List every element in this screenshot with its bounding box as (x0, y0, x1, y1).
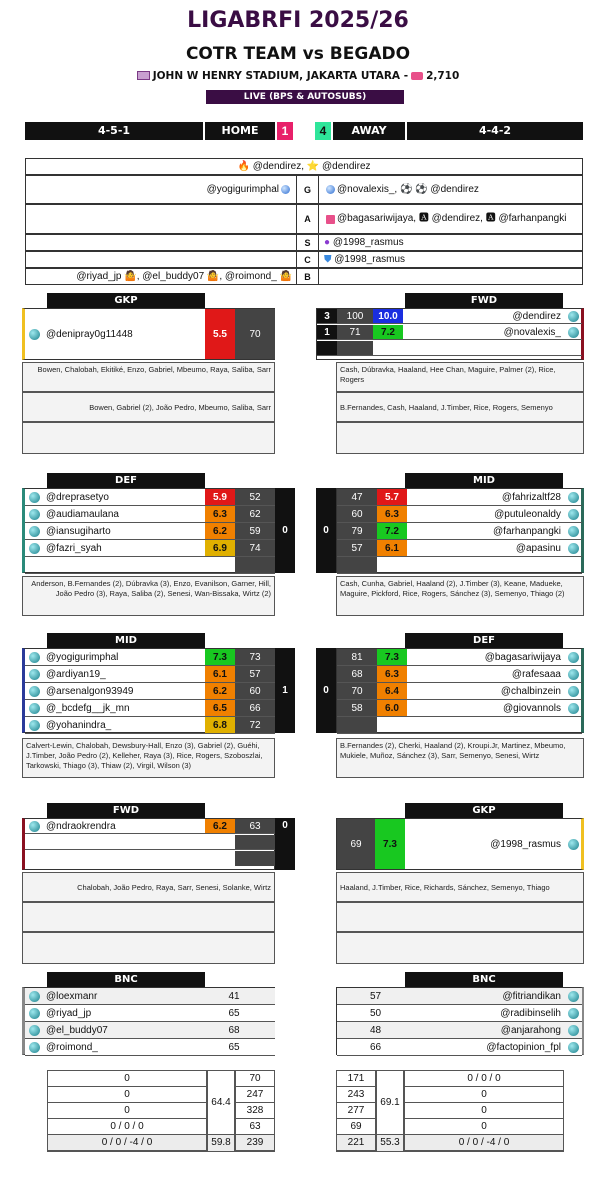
player-points: 52 (235, 489, 275, 505)
home-label: HOME (205, 122, 275, 140)
player-name: @apasinu (515, 542, 561, 554)
home-bnc-header: BNC (47, 972, 205, 987)
home-gkp-notes3 (22, 422, 275, 454)
stats-col-mid (207, 1070, 235, 1152)
player-name: @fitriandikan (502, 990, 561, 1002)
player-row (337, 700, 582, 717)
away-saves: @1998_rasmus (332, 236, 404, 248)
player-icon (564, 523, 582, 539)
player-score (377, 557, 407, 573)
player-score: 6.2 (205, 683, 235, 699)
stat-avg: 64.4 (208, 1071, 234, 1135)
cleansheet-label: C (297, 252, 319, 267)
home-mid-header: MID (47, 633, 205, 648)
player-icon (25, 489, 43, 505)
player-points: 73 (235, 649, 275, 665)
player-row (25, 666, 275, 683)
player-name: @novalexis_ (503, 326, 561, 338)
player-score: 6.8 (205, 717, 235, 733)
globe-icon (568, 1008, 579, 1019)
player-icon (564, 666, 582, 682)
player-row (337, 717, 582, 734)
stat-value: 70 (236, 1071, 274, 1087)
player-score (377, 717, 407, 733)
away-label: AWAY (333, 122, 405, 140)
player-score: 6.4 (377, 683, 407, 699)
player-icon (564, 1022, 582, 1038)
globe-icon (29, 821, 40, 832)
player-points: 48 (369, 1024, 382, 1036)
venue-name: JOHN W HENRY STADIUM, JAKARTA UTARA - (152, 70, 409, 82)
player-score: 5.7 (377, 489, 407, 505)
home-gkp-header: GKP (47, 293, 205, 308)
globe-icon (29, 1025, 40, 1036)
stat-value: 0 / 0 / -4 / 0 (48, 1135, 206, 1151)
player-name: @roimond_ (46, 1041, 98, 1053)
globe-icon (29, 526, 40, 537)
player-icon (25, 717, 43, 733)
player-row (25, 683, 275, 700)
home-def-box (22, 488, 275, 573)
matchup-title: COTR TEAM vs BEGADO (185, 44, 411, 64)
stat-avg2: 55.3 (377, 1135, 403, 1151)
player-score: 6.3 (377, 666, 407, 682)
goals-row (25, 175, 583, 204)
player-points: 65 (228, 1007, 240, 1019)
shield-icon: ⛊ (324, 253, 332, 265)
player-points: 59 (235, 523, 275, 539)
stat-value: 0 (48, 1071, 206, 1087)
away-def-count: 0 (316, 648, 336, 733)
player-name: @dendirez (512, 310, 561, 322)
away-formation: 4-4-2 (407, 122, 583, 140)
player-points: 70 (337, 683, 377, 699)
venue-line (0, 70, 596, 82)
player-icon (25, 988, 43, 1004)
player-points: 65 (228, 1041, 240, 1053)
player-row (337, 819, 582, 869)
player-score: 5.5 (205, 309, 235, 359)
player-points: 60 (337, 506, 377, 522)
globe-icon (29, 329, 40, 340)
globe-icon (29, 991, 40, 1002)
globe-icon (568, 669, 579, 680)
page-title: LIGABRFI 2025/26 (187, 8, 409, 33)
player-row (25, 540, 275, 557)
globe-icon (568, 839, 579, 850)
stat-value: 0 (48, 1103, 206, 1119)
player-score: 10.0 (373, 309, 403, 323)
stat-value: 0 (405, 1087, 563, 1103)
stat-value: 0 (405, 1119, 563, 1135)
cleansheet-row (25, 251, 583, 268)
live-badge: LIVE (BPS & AUTOSUBS) (206, 90, 404, 104)
player-row (337, 489, 582, 506)
home-stats (47, 1070, 275, 1158)
player-icon (564, 683, 582, 699)
player-name: @dreprasetyo (46, 491, 109, 503)
globe-icon (568, 1025, 579, 1036)
globe-icon (29, 1008, 40, 1019)
player-name: @giovannols (503, 702, 561, 714)
player-points: 50 (369, 1007, 382, 1019)
player-points: 58 (337, 700, 377, 716)
stats-col-mid (376, 1070, 404, 1152)
player-icon (564, 540, 582, 556)
player-score: 6.1 (205, 666, 235, 682)
player-icon (25, 700, 43, 716)
bench-row (25, 1039, 275, 1056)
stadium-icon (137, 71, 150, 80)
stat-value: 243 (337, 1087, 375, 1103)
player-row (337, 649, 582, 666)
player-name: @anjarahong (500, 1024, 561, 1036)
stat-value: 0 / 0 / -4 / 0 (405, 1135, 563, 1151)
player-score (205, 557, 235, 573)
player-name: @loexmanr (46, 990, 98, 1002)
captain-text: @dendirez, ⭐ @dendirez (252, 161, 371, 172)
away-gkp-notes1: Haaland, J.Timber, Rice, Richards, Sánchez, Semenyo, Thiago (336, 872, 584, 902)
globe-icon (568, 991, 579, 1002)
home-gkp-box (22, 308, 275, 360)
globe-icon (29, 652, 40, 663)
player-score: 6.2 (205, 523, 235, 539)
player-icon (25, 649, 43, 665)
player-name (407, 717, 564, 733)
away-goal-scorers: @novalexis_, ⚽ ⚽ @dendirez (337, 183, 479, 195)
away-cleansheet: @1998_rasmus (334, 253, 406, 265)
away-mid-notes: Cash, Cunha, Gabriel, Haaland (2), J.Timber (3), Keane, Madueke, Maguire, Pickford, Rice, Rogers, Sánchez (3), Semenyo, Thiago (2) (336, 576, 584, 616)
player-points (337, 557, 377, 573)
home-mid-box (22, 648, 275, 733)
player-icon (25, 540, 43, 556)
globe-icon (568, 526, 579, 537)
player-row (317, 309, 582, 324)
player-row (25, 309, 275, 359)
stat-value: 0 / 0 / 0 (48, 1119, 206, 1135)
bench-row (25, 1022, 275, 1039)
stat-value: 221 (337, 1135, 375, 1151)
player-points: 79 (337, 523, 377, 539)
bench-row (337, 988, 582, 1005)
player-points: 68 (337, 666, 377, 682)
fire-icon: 🔥 (237, 161, 250, 172)
player-icon (25, 1022, 43, 1038)
globe-icon (29, 492, 40, 503)
home-fwd-header: FWD (47, 803, 205, 818)
stats-col-right (235, 1070, 275, 1152)
player-name: @chalbinzein (500, 685, 561, 697)
globe-icon (568, 509, 579, 520)
player-name: @iansugiharto (46, 525, 111, 537)
globe-icon (29, 720, 40, 731)
bench-row (25, 988, 275, 1005)
player-row (25, 649, 275, 666)
player-score: 5.9 (205, 489, 235, 505)
player-row (337, 540, 582, 557)
player-row (337, 683, 582, 700)
player-name: @fazri_syah (46, 542, 102, 554)
player-points: 41 (228, 990, 240, 1002)
stat-value: 247 (236, 1087, 274, 1103)
player-name: @yohanindra_ (46, 719, 112, 731)
player-points: 57 (235, 666, 275, 682)
away-def-header: DEF (405, 633, 563, 648)
player-name: @bagasariwijaya (484, 651, 561, 663)
player-icon (564, 557, 582, 573)
player-score: 6.9 (205, 540, 235, 556)
stat-value: 0 (48, 1087, 206, 1103)
player-icon (564, 717, 582, 733)
home-def-count: 0 (275, 488, 295, 573)
assist-icon (326, 215, 335, 224)
globe-icon (29, 1042, 40, 1053)
bench-row (337, 1022, 582, 1039)
player-points: 57 (337, 540, 377, 556)
away-mid-header: MID (405, 473, 563, 488)
player-score: 6.0 (377, 700, 407, 716)
stat-value: 69 (337, 1119, 375, 1135)
bonus-label: B (297, 269, 319, 284)
player-name: @fahrizaltf28 (501, 491, 561, 503)
saves-label: S (297, 235, 319, 250)
home-fwd-box (22, 818, 275, 870)
stat-value: 63 (236, 1119, 274, 1135)
assists-row (25, 204, 583, 234)
player-row (25, 489, 275, 506)
player-name: @1998_rasmus (490, 838, 561, 850)
away-fwd-notes3 (336, 422, 584, 454)
player-row (25, 819, 275, 834)
home-score: 1 (277, 122, 293, 140)
globe-icon (29, 543, 40, 554)
away-gkp-header: GKP (405, 803, 563, 818)
stat-value: 239 (236, 1135, 274, 1151)
player-points: 68 (228, 1024, 240, 1036)
away-bnc-box (336, 987, 584, 1055)
saves-row (25, 234, 583, 251)
goals-label: G (297, 176, 319, 203)
player-name: @ndraokrendra (46, 820, 116, 832)
globe-icon (29, 509, 40, 520)
away-mid-count: 0 (316, 488, 336, 573)
home-mid-count: 1 (275, 648, 295, 733)
stats-col-left (47, 1070, 207, 1152)
home-gkp-notes2: Bowen, Gabriel (2), João Pedro, Mbeumo, Saliba, Sarr (22, 392, 275, 422)
player-name: @denipray0g11448 (46, 328, 133, 340)
player-score: 6.2 (205, 819, 235, 833)
player-score: 7.2 (373, 325, 403, 339)
away-def-notes: B.Fernandes (2), Cherki, Haaland (2), Kroupi.Jr, Martinez, Mbeumo, Mukiele, Muñoz, Sánchez (3), Sarr, Semenyo, Senesi, Wirtz (336, 738, 584, 778)
stat-value: 171 (337, 1071, 375, 1087)
player-points: 69 (337, 819, 375, 869)
player-icon (25, 1005, 43, 1021)
bench-row (337, 1039, 582, 1056)
player-icon (25, 1039, 43, 1055)
player-icon (25, 683, 43, 699)
player-points: 47 (337, 489, 377, 505)
player-icon (25, 523, 43, 539)
player-points: 74 (235, 540, 275, 556)
player-score: 6.5 (205, 700, 235, 716)
player-name (43, 557, 205, 573)
away-gkp-box (336, 818, 584, 870)
away-def-box (336, 648, 584, 733)
home-goal-scorer: @yogigurimphal (206, 184, 279, 195)
player-row (337, 523, 582, 540)
home-fwd-notes1: Chalobah, João Pedro, Raya, Sarr, Senesi, Solanke, Wirtz (22, 872, 275, 902)
home-fwd-count: 0 (275, 818, 295, 870)
away-score: 4 (315, 122, 331, 140)
player-row (337, 506, 582, 523)
player-icon (564, 1005, 582, 1021)
player-name: @_bcdefg__jk_mn (46, 702, 130, 714)
home-formation: 4-5-1 (25, 122, 203, 140)
away-stats (336, 1070, 564, 1158)
globe-icon (29, 669, 40, 680)
home-bnc-box (22, 987, 275, 1055)
player-name: @arsenalgon93949 (46, 685, 134, 697)
player-score: 7.3 (375, 819, 405, 869)
globe-icon (568, 327, 579, 338)
player-name: @factopinion_fpl (486, 1041, 561, 1053)
player-name: @riyad_jp (46, 1007, 92, 1019)
player-points: 72 (235, 717, 275, 733)
globe-icon (568, 1042, 579, 1053)
player-score: 7.3 (205, 649, 235, 665)
globe-icon (29, 686, 40, 697)
globe-icon (568, 703, 579, 714)
globe-icon (568, 543, 579, 554)
player-count: 1 (317, 325, 337, 339)
player-count: 3 (317, 309, 337, 323)
player-name: @ardiyan19_ (46, 668, 106, 680)
player-row (337, 666, 582, 683)
stat-avg: 69.1 (377, 1071, 403, 1135)
player-points: 57 (369, 990, 382, 1002)
stats-col-left (336, 1070, 376, 1152)
player-row (317, 341, 582, 356)
player-name: @putuleonaldy (494, 508, 561, 520)
player-icon (564, 649, 582, 665)
stat-avg2: 59.8 (208, 1135, 234, 1151)
player-score: 6.1 (377, 540, 407, 556)
player-icon (564, 988, 582, 1004)
away-fwd-header: FWD (405, 293, 563, 308)
player-name (407, 557, 564, 573)
globe-icon (568, 686, 579, 697)
player-icon (25, 557, 43, 573)
player-icon (564, 700, 582, 716)
player-name: @rafesaaa (511, 668, 561, 680)
player-row (25, 557, 275, 574)
player-name: @yogigurimphal (46, 651, 119, 663)
player-points: 66 (235, 700, 275, 716)
player-row (25, 700, 275, 717)
globe-icon (568, 311, 579, 322)
captain-row (25, 158, 583, 175)
away-mid-box (336, 488, 584, 573)
player-row (337, 557, 582, 574)
player-icon (25, 666, 43, 682)
player-icon (564, 506, 582, 522)
ball-icon (326, 185, 335, 194)
away-fwd-notes2: B.Fernandes, Cash, Haaland, J.Timber, Rice, Rogers, Semenyo (336, 392, 584, 422)
away-assists: @bagasariwijaya, 🅰 @dendirez, 🅰 @farhanpangki (337, 213, 567, 224)
player-score: 7.2 (377, 523, 407, 539)
player-icon (564, 1039, 582, 1055)
stat-value: 0 / 0 / 0 (405, 1071, 563, 1087)
player-score: 6.3 (205, 506, 235, 522)
player-points: 62 (235, 506, 275, 522)
home-gkp-notes1: Bowen, Chalobah, Ekitiké, Enzo, Gabriel, Mbeumo, Raya, Saliba, Sarr (22, 362, 275, 392)
player-points: 71 (337, 325, 373, 339)
player-points: 60 (235, 683, 275, 699)
bench-row (337, 1005, 582, 1022)
home-def-header: DEF (47, 473, 205, 488)
home-mid-notes: Calvert-Lewin, Chalobah, Dewsbury-Hall, Enzo (3), Gabriel (2), Guéhi, J.Timber, João Pedro (2), Kelleher, Raya (3), Rice, Rogers, Szoboszlai, Tarkowski, Thiago (3), Thiaw (2), Virgil, Wilson (3) (22, 738, 275, 778)
away-bnc-header: BNC (405, 972, 563, 987)
player-points: 81 (337, 649, 377, 665)
player-points: 66 (369, 1041, 382, 1053)
player-score: 7.3 (377, 649, 407, 665)
hand-icon: ● (324, 236, 331, 248)
player-row (317, 325, 582, 340)
stat-value: 328 (236, 1103, 274, 1119)
away-fwd-box (316, 308, 584, 360)
player-row (25, 506, 275, 523)
player-row (25, 523, 275, 540)
away-fwd-notes1: Cash, Dúbravka, Haaland, Hee Chan, Maguire, Palmer (2), Rice, Rogers (336, 362, 584, 392)
globe-icon (568, 492, 579, 503)
player-name: @radibinselih (500, 1007, 561, 1019)
player-icon (564, 489, 582, 505)
player-points (337, 717, 377, 733)
player-points: 63 (235, 819, 275, 833)
ball-icon (281, 185, 290, 194)
player-name: @el_buddy07 (46, 1024, 108, 1036)
player-name: @audiamaulana (46, 508, 119, 520)
stat-value: 277 (337, 1103, 375, 1119)
globe-icon (29, 703, 40, 714)
home-def-notes: Anderson, B.Fernandes (2), Dúbravka (3), Enzo, Evanilson, Garner, Hill, João Pedro (3), Raya, Saliba (2), Senesi, Wan-Bissaka, Wirtz (2) (22, 576, 275, 616)
player-name: @farhanpangki (493, 525, 561, 537)
player-row (25, 717, 275, 734)
player-points (235, 557, 275, 573)
player-score: 6.3 (377, 506, 407, 522)
player-points: 70 (235, 309, 275, 359)
stats-col-right (404, 1070, 564, 1152)
bonus-row (25, 268, 583, 285)
assists-label: A (297, 205, 319, 233)
player-icon (25, 506, 43, 522)
home-bonus: @riyad_jp 🤷, @el_buddy07 🤷, @roimond_ 🤷 (76, 271, 292, 282)
globe-icon (568, 652, 579, 663)
bench-row (25, 1005, 275, 1022)
player-points: 100 (337, 309, 373, 323)
stat-value: 0 (405, 1103, 563, 1119)
attendance: 2,710 (426, 70, 460, 82)
ticket-icon (411, 72, 423, 80)
